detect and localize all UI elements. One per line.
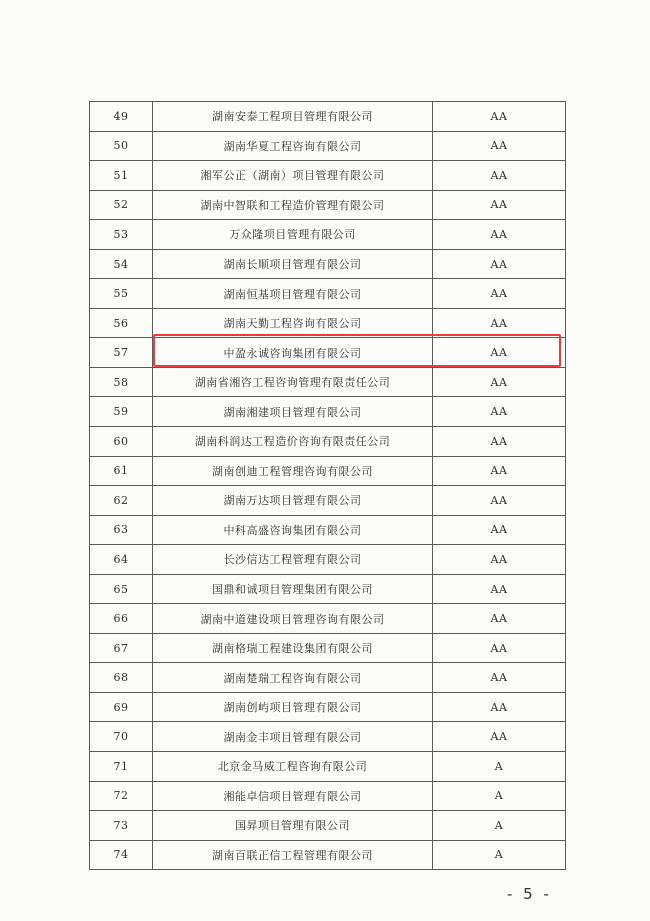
- row-number-cell: 70: [90, 722, 153, 752]
- grade-cell: AA: [433, 190, 566, 220]
- table-row: [90, 545, 566, 575]
- row-number-cell: 61: [90, 456, 153, 486]
- table-row: [90, 515, 566, 545]
- table-row: [90, 427, 566, 457]
- row-number-cell: 60: [90, 427, 153, 457]
- row-number-cell: 67: [90, 633, 153, 663]
- row-number-cell: 69: [90, 692, 153, 722]
- grade-cell: AA: [433, 515, 566, 545]
- grade-cell: AA: [433, 545, 566, 575]
- grade-cell: AA: [433, 633, 566, 663]
- grade-cell: AA: [433, 131, 566, 161]
- company-name-cell: 湖南恒基项目管理有限公司: [153, 279, 433, 309]
- row-number-cell: 51: [90, 161, 153, 191]
- grade-cell: A: [433, 811, 566, 841]
- row-number-cell: 65: [90, 574, 153, 604]
- company-name-cell: 北京金马威工程咨询有限公司: [153, 752, 433, 782]
- table-row: [90, 811, 566, 841]
- page-number: - 5 -: [507, 885, 552, 903]
- row-number-cell: 54: [90, 249, 153, 279]
- company-name-cell: 湘能卓信项目管理有限公司: [153, 781, 433, 811]
- table-row: [90, 574, 566, 604]
- grade-cell: AA: [433, 722, 566, 752]
- table-row: [90, 190, 566, 220]
- table-row: [90, 249, 566, 279]
- company-name-cell: 湖南格瑞工程建设集团有限公司: [153, 633, 433, 663]
- row-number-cell: 66: [90, 604, 153, 634]
- row-number-cell: 52: [90, 190, 153, 220]
- table-row: [90, 604, 566, 634]
- company-name-cell: 湖南天勤工程咨询有限公司: [153, 308, 433, 338]
- table-row: [90, 663, 566, 693]
- grade-cell: AA: [433, 102, 566, 132]
- row-number-cell: 68: [90, 663, 153, 693]
- grade-cell: A: [433, 752, 566, 782]
- company-name-cell: 湖南百联正信工程管理有限公司: [153, 840, 433, 870]
- table-row: [90, 161, 566, 191]
- company-name-cell: 湖南创迪工程管理咨询有限公司: [153, 456, 433, 486]
- company-name-cell: 湖南湘建项目管理有限公司: [153, 397, 433, 427]
- grade-cell: AA: [433, 663, 566, 693]
- table-row: [90, 486, 566, 516]
- table-row: [90, 781, 566, 811]
- row-number-cell: 62: [90, 486, 153, 516]
- company-name-cell: 长沙信达工程管理有限公司: [153, 545, 433, 575]
- grade-cell: AA: [433, 456, 566, 486]
- row-number-cell: 58: [90, 367, 153, 397]
- company-name-cell: 湖南楚瑞工程咨询有限公司: [153, 663, 433, 693]
- company-name-cell: 湖南华夏工程咨询有限公司: [153, 131, 433, 161]
- company-name-cell: 国鼎和诚项目管理集团有限公司: [153, 574, 433, 604]
- table-row: [90, 338, 566, 368]
- company-name-cell: 国昇项目管理有限公司: [153, 811, 433, 841]
- company-name-cell: 湖南创屿项目管理有限公司: [153, 692, 433, 722]
- row-number-cell: 64: [90, 545, 153, 575]
- table-row: [90, 752, 566, 782]
- company-name-cell: 湖南中智联和工程造价管理有限公司: [153, 190, 433, 220]
- row-number-cell: 49: [90, 102, 153, 132]
- company-name-cell: 湖南安泰工程项目管理有限公司: [153, 102, 433, 132]
- row-number-cell: 59: [90, 397, 153, 427]
- company-name-cell: 湖南科润达工程造价咨询有限责任公司: [153, 427, 433, 457]
- company-name-cell: 湖南省湘咨工程咨询管理有限责任公司: [153, 367, 433, 397]
- company-rating-table: [89, 101, 566, 870]
- grade-cell: AA: [433, 397, 566, 427]
- table-row: [90, 308, 566, 338]
- table-row: [90, 633, 566, 663]
- table-row: [90, 456, 566, 486]
- table-row: [90, 692, 566, 722]
- grade-cell: A: [433, 840, 566, 870]
- grade-cell: AA: [433, 367, 566, 397]
- company-name-cell: 湖南金丰项目管理有限公司: [153, 722, 433, 752]
- table-row: [90, 220, 566, 250]
- grade-cell: AA: [433, 604, 566, 634]
- company-name-cell: 湖南中道建设项目管理咨询有限公司: [153, 604, 433, 634]
- company-name-cell: 湖南长顺项目管理有限公司: [153, 249, 433, 279]
- company-name-cell: 湖南万达项目管理有限公司: [153, 486, 433, 516]
- table-row: [90, 131, 566, 161]
- grade-cell: AA: [433, 279, 566, 309]
- row-number-cell: 53: [90, 220, 153, 250]
- row-number-cell: 63: [90, 515, 153, 545]
- row-number-cell: 72: [90, 781, 153, 811]
- grade-cell: AA: [433, 692, 566, 722]
- row-number-cell: 74: [90, 840, 153, 870]
- grade-cell: AA: [433, 338, 566, 368]
- company-name-cell: 中科高盛咨询集团有限公司: [153, 515, 433, 545]
- row-number-cell: 56: [90, 308, 153, 338]
- company-name-cell: 中盈永诚咨询集团有限公司: [153, 338, 433, 368]
- table-row: [90, 840, 566, 870]
- grade-cell: AA: [433, 574, 566, 604]
- company-name-cell: 湘军公正（湖南）项目管理有限公司: [153, 161, 433, 191]
- table-row: [90, 102, 566, 132]
- grade-cell: AA: [433, 427, 566, 457]
- grade-cell: AA: [433, 161, 566, 191]
- grade-cell: AA: [433, 486, 566, 516]
- grade-cell: A: [433, 781, 566, 811]
- row-number-cell: 73: [90, 811, 153, 841]
- row-number-cell: 50: [90, 131, 153, 161]
- row-number-cell: 57: [90, 338, 153, 368]
- table-row: [90, 367, 566, 397]
- table-body: [90, 102, 566, 870]
- table-row: [90, 722, 566, 752]
- company-name-cell: 万众隆项目管理有限公司: [153, 220, 433, 250]
- table-row: [90, 279, 566, 309]
- grade-cell: AA: [433, 220, 566, 250]
- table-row: [90, 397, 566, 427]
- grade-cell: AA: [433, 249, 566, 279]
- row-number-cell: 71: [90, 752, 153, 782]
- row-number-cell: 55: [90, 279, 153, 309]
- grade-cell: AA: [433, 308, 566, 338]
